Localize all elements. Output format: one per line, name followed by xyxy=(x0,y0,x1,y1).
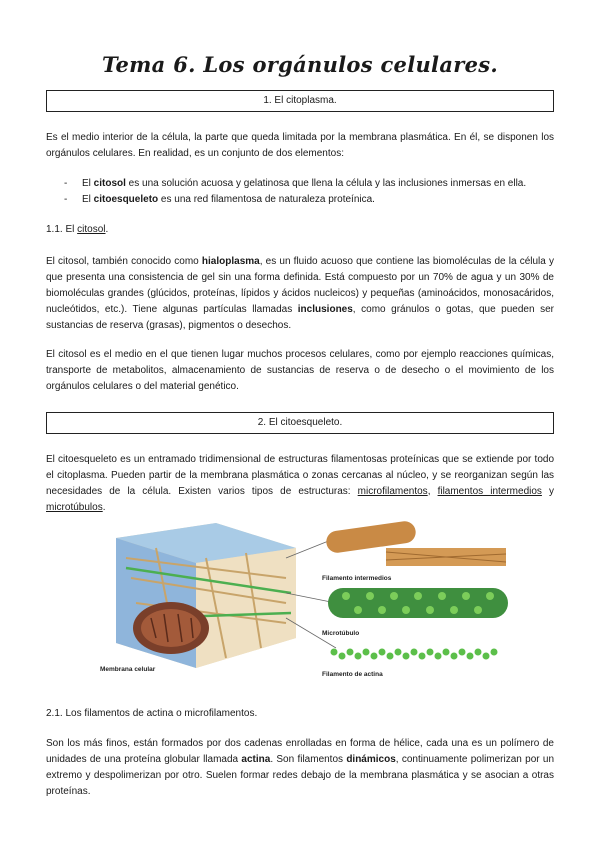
label-actin-filament: Filamento de actina xyxy=(322,671,383,678)
actin-paragraph: Son los más finos, están formados por dos cadenas enrolladas en forma de hélice, cada una es un polímero de unidades de una proteína globular llamada actina. Son filamentos dinámicos, continuamente polimerizan por un extremo y despolimerizan por otro. Suelen formar redes debajo de la membrana plasmática y se asocian a otras proteínas. xyxy=(46,738,555,797)
citosol-paragraph-2: El citosol es el medio en el que tienen lugar muchos procesos celulares, como por ejemplo reacciones químicas, transporte de metabolitos, almacenamiento de sustancias de reserva o de desecho o el movimiento de los orgánulos celulares o del material genético. xyxy=(46,349,554,392)
page-title: Tema 6. Los orgánulos celulares. xyxy=(101,52,498,77)
label-microtubule: Microtúbulo xyxy=(322,630,360,637)
bullet-citosol: - El citosol es una solución acuosa y gelatinosa que llena la célula y las inclusiones inmersas en ella. xyxy=(64,178,527,189)
label-cell-membrane: Membrana celular xyxy=(100,666,156,673)
bullet-citoesqueleto: - El citoesqueleto es una red filamentosa de naturaleza proteínica. xyxy=(64,194,375,205)
subheading-citosol: 1.1. El citosol. xyxy=(46,224,109,235)
citoesqueleto-paragraph: El citoesqueleto es un entramado tridimensional de estructuras filamentosas proteínicas que se extiende por todo el citoplasma. Pueden partir de la membrana plasmática o zonas cercanas al núcleo, y se reorganizan según las necesidades de la célula. Existen varios tipos de estructuras: microfilamentos, filamentos intermedios y microtúbulos. xyxy=(46,454,555,513)
section-heading-citoplasma: 1. El citoplasma. xyxy=(46,90,554,112)
label-intermediate-filament: Filamento intermedios xyxy=(322,575,392,582)
intro-paragraph: Es el medio interior de la célula, la parte que queda limitada por la membrana plasmática. En él, se disponen los orgánulos celulares. En realidad, es un conjunto de dos elementos: xyxy=(46,132,554,159)
citosol-paragraph-1: El citosol, también conocido como hialoplasma, es un fluido acuoso que contiene las biomoléculas de la célula y que presenta una consistencia de gel sin una forma definida. Está compuesto por un 70% de agua y un 30% de biomoléculas grandes (glúcidos, proteínas, lípidos y ácidos nucleicos) y pequeñas (aminoácidos, monosacáridos, nucleótidos, etc.). Tiene algunas partículas llamadas inclusiones, como gránulos o gotas, que pueden ser sustancias de reserva (grasas), pigmentos o desechos. xyxy=(46,256,554,331)
cytoskeleton-figure xyxy=(96,518,516,698)
section-heading-citoesqueleto: 2. El citoesqueleto. xyxy=(46,412,554,434)
subheading-actin-filaments: 2.1. Los filamentos de actina o microfilamentos. xyxy=(46,708,258,719)
